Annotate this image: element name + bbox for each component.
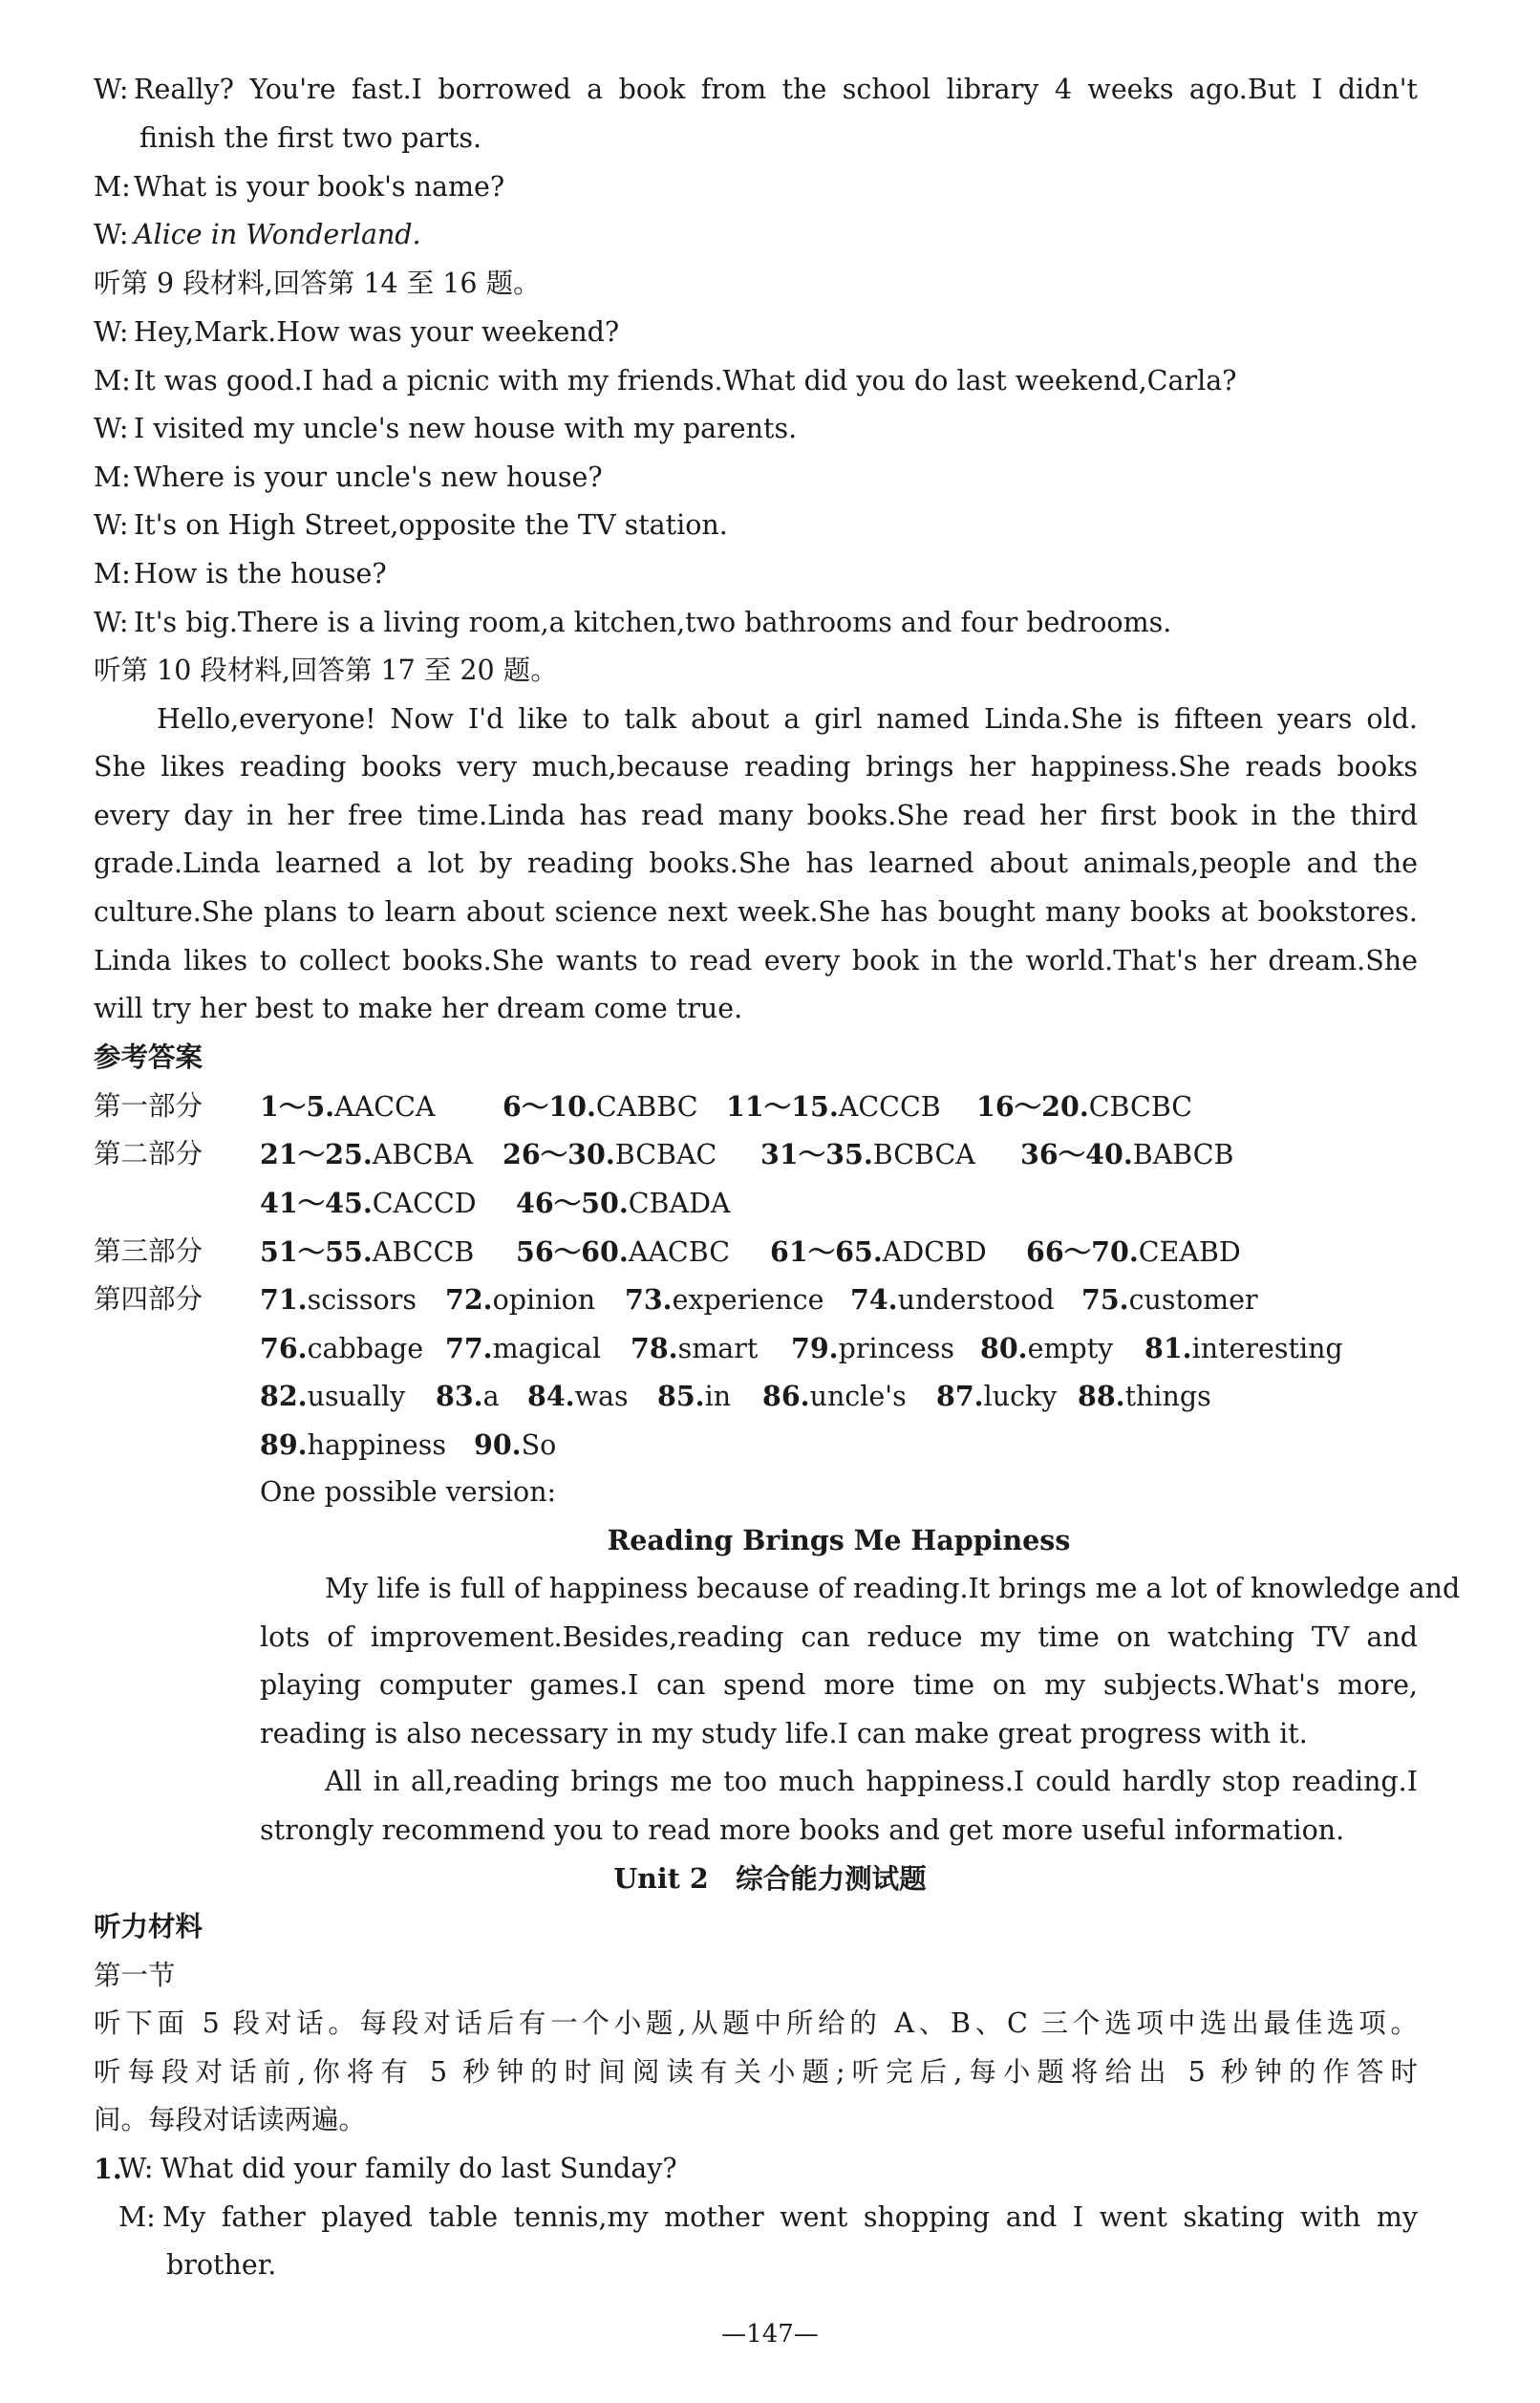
answer-group: 61～65.ADCBD: [770, 1235, 987, 1268]
answers-heading: 参考答案: [94, 1041, 203, 1073]
answer-group: 80.empty: [980, 1332, 1114, 1364]
answer-group: 88.things: [1078, 1380, 1211, 1412]
speaker-label: W:: [94, 316, 129, 348]
answer-group: 36～40.BABCB: [1020, 1138, 1234, 1170]
dialogue-text: What did your family do last Sunday?: [160, 2153, 677, 2184]
section-label: 听第 9 段材料,回答第 14 至 16 题。: [94, 268, 541, 299]
speaker-label: M:: [94, 461, 131, 493]
answer-group: 87.lucky: [936, 1380, 1058, 1412]
part-label: 第三部分: [94, 1235, 203, 1267]
answer-group: 1～5.AACCA: [260, 1090, 436, 1123]
speaker-label: W:: [94, 74, 129, 105]
answer-group: 90.So: [474, 1428, 557, 1461]
dialogue-text: I visited my uncle's new house with my parents.: [134, 413, 798, 444]
dialogue-text: What is your book's name?: [134, 171, 505, 203]
speaker-label: M:: [94, 171, 131, 203]
answer-group: 73.experience: [625, 1283, 824, 1316]
possible-version-label: One possible version:: [260, 1476, 557, 1508]
answer-group: 78.smart: [631, 1332, 759, 1364]
speaker-label: M:: [94, 558, 131, 590]
dialogue-text: It's on High Street,opposite the TV station.: [134, 509, 728, 541]
answer-group: 11～15.ACCCB: [726, 1090, 941, 1123]
answer-group: 85.in: [657, 1380, 732, 1412]
answer-group: 76.cabbage: [260, 1332, 424, 1364]
unit-title: Unit 2 综合能力测试题: [613, 1862, 927, 1895]
book-title: Alice in Wonderland.: [134, 219, 421, 250]
answer-group: 41～45.CACCD: [260, 1187, 477, 1219]
dialogue-text: finish the first two parts.: [139, 122, 482, 154]
answer-group: 71.scissors: [260, 1283, 417, 1316]
speaker-label: M:: [118, 2201, 156, 2233]
answer-group: 66～70.CEABD: [1026, 1235, 1241, 1268]
answer-group: 83.a: [436, 1380, 500, 1412]
part-label: 第四部分: [94, 1283, 203, 1315]
question-number: 1.: [94, 2153, 122, 2185]
section-label: 第一节: [94, 1960, 176, 1991]
page-number: —147—: [721, 2320, 819, 2349]
speaker-label: W:: [94, 413, 129, 444]
answer-group: 74.understood: [850, 1283, 1055, 1316]
answer-group: 79.princess: [791, 1332, 955, 1364]
answer-group: 31～35.BCBCA: [760, 1138, 975, 1170]
part-label: 第一部分: [94, 1090, 203, 1122]
speaker-label: W:: [94, 219, 129, 250]
answer-group: 21～25.ABCBA: [260, 1138, 474, 1170]
answer-group: 81.interesting: [1144, 1332, 1343, 1364]
dialogue-text: Where is your uncle's new house?: [134, 461, 603, 493]
dialogue-text: Hey,Mark.How was your weekend?: [134, 316, 620, 348]
answer-group: 72.opinion: [445, 1283, 596, 1316]
answer-group: 6～10.CABBC: [503, 1090, 698, 1123]
dialogue-text: Really? You're fast.I borrowed a book from the school library 4 weeks ago.But I didn't: [134, 74, 1418, 105]
section-label: 听第 10 段材料,回答第 17 至 20 题。: [94, 654, 558, 686]
answer-group: 16～20.CBCBC: [976, 1090, 1193, 1123]
answer-group: 75.customer: [1081, 1283, 1258, 1316]
speaker-label: M:: [94, 365, 131, 397]
answer-group: 89.happiness: [260, 1428, 447, 1461]
answer-group: 77.magical: [445, 1332, 602, 1364]
dialogue-text: It was good.I had a picnic with my friends.What did you do last weekend,Carla?: [134, 365, 1237, 397]
dialogue-text: How is the house?: [134, 558, 387, 590]
speaker-label: W:: [94, 509, 129, 541]
dialogue-text: brother.: [166, 2249, 277, 2281]
document-page: W: Really? You're fast.I borrowed a book from the school library 4 weeks ago.But I didn't finish the first two parts. M: What is your book's name? W: Alice in Wonderland. 听第 9 段材料,回答第 14 至 16 题。 W: Hey,Mark.How was your weekend? M: It was good.I had a picnic with my friends.What did you do last weekend,Carla? W: I visited my uncle's new house with my parents. M: Where is your uncle's new house? W: It's on High Street,opposite the TV station. M: How is the house? W: It's big.There is a living room,a kitchen,two bathrooms and four bedrooms. 听第 10 段材料,回答第 17 至 20 题。 Hello,everyone! Now I'd like to talk about a girl named Linda.She is fifteen years old. She likes reading books very much,because reading brings her happiness.She reads books every day in her free time.Linda has read many books.She read her first book in the third grade.Linda learned a lot by reading books.She has learned about animals,people and the culture.She plans to learn about science next week.She has bought many books at bookstores. Linda likes to collect books.She wants to read every book in the world.That's her dream.She will try her best to make her dream come true. 参考答案 第一部分 1～5.AACCA 6～10.CABBC 11～15.ACCCB 16～20.CBCBC 第二部分 21～25.ABCBA 26～30.BCBAC 31～35.BCBCA 36～40.BABCB 41～45.CACCD 46～50.CBADA 第三部分 51～55.ABCCB 56～60.AACBC 61～65.ADCBD 66～70.CEABD 第四部分 71.scissors 72.opinion 73.experience 74.understood 75.customer 76.cabbage 77.magical 78.smart 79.princess 80.empty 81.interesting 82.usually 83.a 84.was 85.in 86.uncle's 87.lucky 88.things 89.happiness 90.So One possible version: Reading Brings Me Happiness My life is full of happiness because of reading.It brings me a lot of knowledge and lots of improvement.Besides,reading can reduce my time on watching TV and playing computer games.I can spend more time on my subjects.What's more, reading is also necessary in my study life.I can make great progress with it. All in all,reading brings me too much happiness.I could hardly stop reading.I strongly recommend you to read more books and get more useful information. Unit 2 综合能力测试题 听力材料 第一节 听下面 5 段对话。每段对话后有一个小题,从题中所给的 A、B、C 三个选项中选出最佳选项。 听每段对话前,你将有 5 秒钟的时间阅读有关小题;听完后,每小题将给出 5 秒钟的作答时 间。每段对话读两遍。 1. W: What did your family do last Sunday? M: My father played table tennis,my mother went shopping and I went skating with my brother. —147—: [0, 0, 1540, 2403]
answer-group: 46～50.CBADA: [516, 1187, 731, 1219]
answer-group: 56～60.AACBC: [516, 1235, 730, 1268]
answer-group: 51～55.ABCCB: [260, 1235, 475, 1268]
answer-group: 86.uncle's: [762, 1380, 907, 1412]
answer-group: 82.usually: [260, 1380, 406, 1412]
answer-group: 84.was: [527, 1380, 629, 1412]
listening-heading: 听力材料: [94, 1911, 203, 1942]
answer-group: 26～30.BCBAC: [503, 1138, 717, 1170]
essay-title: Reading Brings Me Happiness: [607, 1524, 1071, 1556]
speaker-label: W:: [94, 607, 129, 638]
part-label: 第二部分: [94, 1138, 203, 1169]
dialogue-text: My father played table tennis,my mother went shopping and I went skating with my: [162, 2201, 1418, 2233]
speaker-label: W:: [118, 2153, 154, 2184]
dialogue-text: It's big.There is a living room,a kitchen,two bathrooms and four bedrooms.: [134, 607, 1172, 638]
